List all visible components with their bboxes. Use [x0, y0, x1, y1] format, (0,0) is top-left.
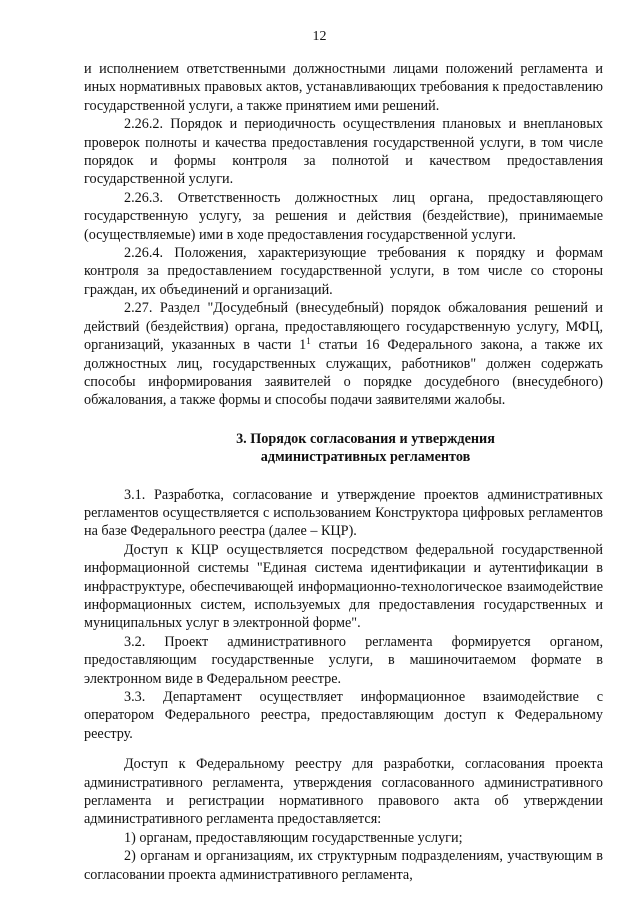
page-number: 12 [312, 29, 327, 44]
paragraph-2-27 [84, 299, 603, 409]
paragraph-2-26-2: 2.26.2. Порядок и периодичность осуществления плановых и внеплановых проверок полноты и качества предоставления государственной услуги, в том числе порядок и формы контроля за полнотой и качеством предоставления государственной услуги. [84, 116, 603, 188]
section-3-heading [106, 430, 625, 467]
paragraph-kcr-access: Доступ к КЦР осуществляется посредством федеральной государственной информационной системы "Единая система идентификации и аутентификации в инфраструктуре, обеспечивающей информационно-технологическое взаимодействие информационных систем, используемых для предоставления государственных и муниципальных услуг в электронной форме". [84, 541, 603, 632]
paragraph-2-27-part2: статьи 16 Федерального закона, а также их должностных лиц, государственных служащих, работников" должен содержать способы информирования заявителей о порядке досудебного (внесудебного) обжалования, а также формы и способы подачи заявителями жалобы. [84, 337, 604, 409]
paragraph-continuation: и исполнением ответственными должностными лицами положений регламента и иных нормативных правовых актов, устанавливающих требования к предоставлению государственной услуги, а также принятием ими решений. [84, 61, 603, 114]
list-item-2: 2) органам и организациям, их структурным подразделениям, участвующим в согласовании проекта административного регламента, [84, 848, 603, 883]
superscript-marker: 1 [306, 336, 311, 347]
section-heading-line1: 3. Порядок согласования и утверждения [236, 430, 495, 447]
section-heading-line2: административных регламентов [260, 449, 471, 466]
paragraph-3-2: 3.2. Проект административного регламента формируется органом, предоставляющим государственные услуги, в машиночитаемом формате в электронном виде в Федеральном реестре. [84, 633, 603, 687]
paragraph-3-1: 3.1. Разработка, согласование и утверждение проектов административных регламентов осуществляется с использованием Конструктора цифровых регламентов на базе Федерального реестра (далее – КЦР). [84, 486, 603, 540]
paragraph-2-26-4: 2.26.4. Положения, характеризующие требования к порядку и формам контроля за предоставлением государственной услуги, в том числе со стороны граждан, их объединений и организаций. [84, 245, 603, 298]
list-item-1: 1) органам, предоставляющим государственные услуги; [124, 829, 463, 846]
paragraph-federal-registry-access: Доступ к Федеральному реестру для разработки, согласования проекта административного регламента, утверждения согласованного административного регламента и регистрации нормативного правового акта об утверждении административного регламента предоставляется: [84, 756, 603, 828]
paragraph-3-3: 3.3. Департамент осуществляет информационное взаимодействие с оператором Федерального реестра, предоставляющим доступ к Федеральному реестру. [84, 689, 603, 742]
paragraph-2-26-3: 2.26.3. Ответственность должностных лиц органа, предоставляющего государственную услугу, за решения и действия (бездействие), принимаемые (осуществляемые) ими в ходе предоставления государственной услуги. [84, 189, 603, 243]
paragraph-2-27-part1: 2.27. Раздел "Досудебный (внесудебный) порядок обжалования решений и действий (бездействия) органа, предоставляющего государственную услугу, МФЦ, организаций, указанных в части 1 [84, 300, 603, 354]
